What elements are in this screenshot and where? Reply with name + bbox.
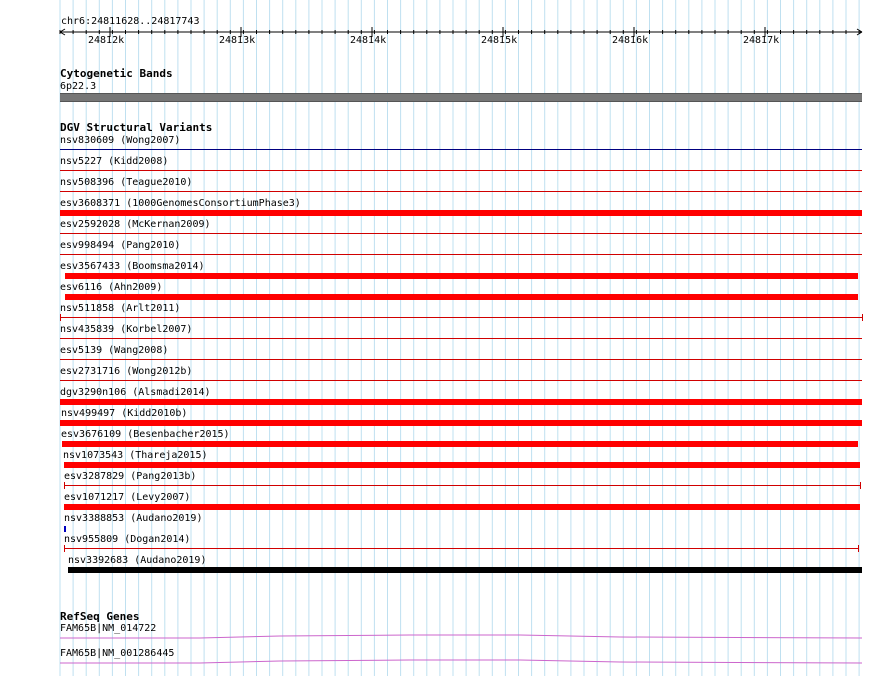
ruler-tick-label: 24815k [481, 35, 518, 46]
variant-label: esv1071217 (Levy2007) [64, 492, 191, 503]
variant-label: esv5139 (Wang2008) [60, 345, 169, 356]
gene-model-1 [60, 635, 862, 638]
variant-label: nsv1073543 (Thareja2015) [63, 450, 208, 461]
variant-label: nsv955809 (Dogan2014) [64, 534, 191, 545]
cytoband-track-title: Cytogenetic Bands [60, 67, 173, 80]
ruler-tick-label: 24816k [612, 35, 649, 46]
variant-label: esv6116 (Ahn2009) [60, 282, 163, 293]
variant-label: nsv3388853 (Audano2019) [64, 513, 203, 524]
gene-label: FAM65B|NM_014722 [60, 623, 157, 634]
variant-label: esv3676109 (Besenbacher2015) [61, 429, 230, 440]
variant-label: esv2731716 (Wong2012b) [60, 366, 193, 377]
refseq-track-title: RefSeq Genes [60, 610, 140, 623]
position-label: chr6:24811628..24817743 [61, 16, 200, 27]
variant-label: esv2592028 (McKernan2009) [60, 219, 211, 230]
ruler-tick-label: 24814k [350, 35, 387, 46]
gene-label: FAM65B|NM_001286445 [60, 648, 175, 659]
variant-label: esv3608371 (1000GenomesConsortiumPhase3) [60, 198, 301, 209]
ruler-tick-label: 24813k [219, 35, 256, 46]
ruler-tick-label: 24817k [743, 35, 780, 46]
variant-label: esv3567433 (Boomsma2014) [60, 261, 205, 272]
variant-label: dgv3290n106 (Alsmadi2014) [60, 387, 211, 398]
variant-label: nsv499497 (Kidd2010b) [61, 408, 188, 419]
variant-label: nsv830609 (Wong2007) [60, 135, 181, 146]
variant-label: esv998494 (Pang2010) [60, 240, 181, 251]
variant-label: esv3287829 (Pang2013b) [64, 471, 197, 482]
gene-model-2 [60, 660, 862, 663]
cytoband-label: 6p22.3 [60, 81, 97, 92]
variant-label: nsv511858 (Arlt2011) [60, 303, 181, 314]
ruler-tick-label: 24812k [88, 35, 125, 46]
variant-label: nsv508396 (Teague2010) [60, 177, 193, 188]
variant-label: nsv5227 (Kidd2008) [60, 156, 169, 167]
variant-label: nsv435839 (Korbel2007) [60, 324, 193, 335]
dgv-track-title: DGV Structural Variants [60, 121, 213, 134]
variant-label: nsv3392683 (Audano2019) [68, 555, 207, 566]
